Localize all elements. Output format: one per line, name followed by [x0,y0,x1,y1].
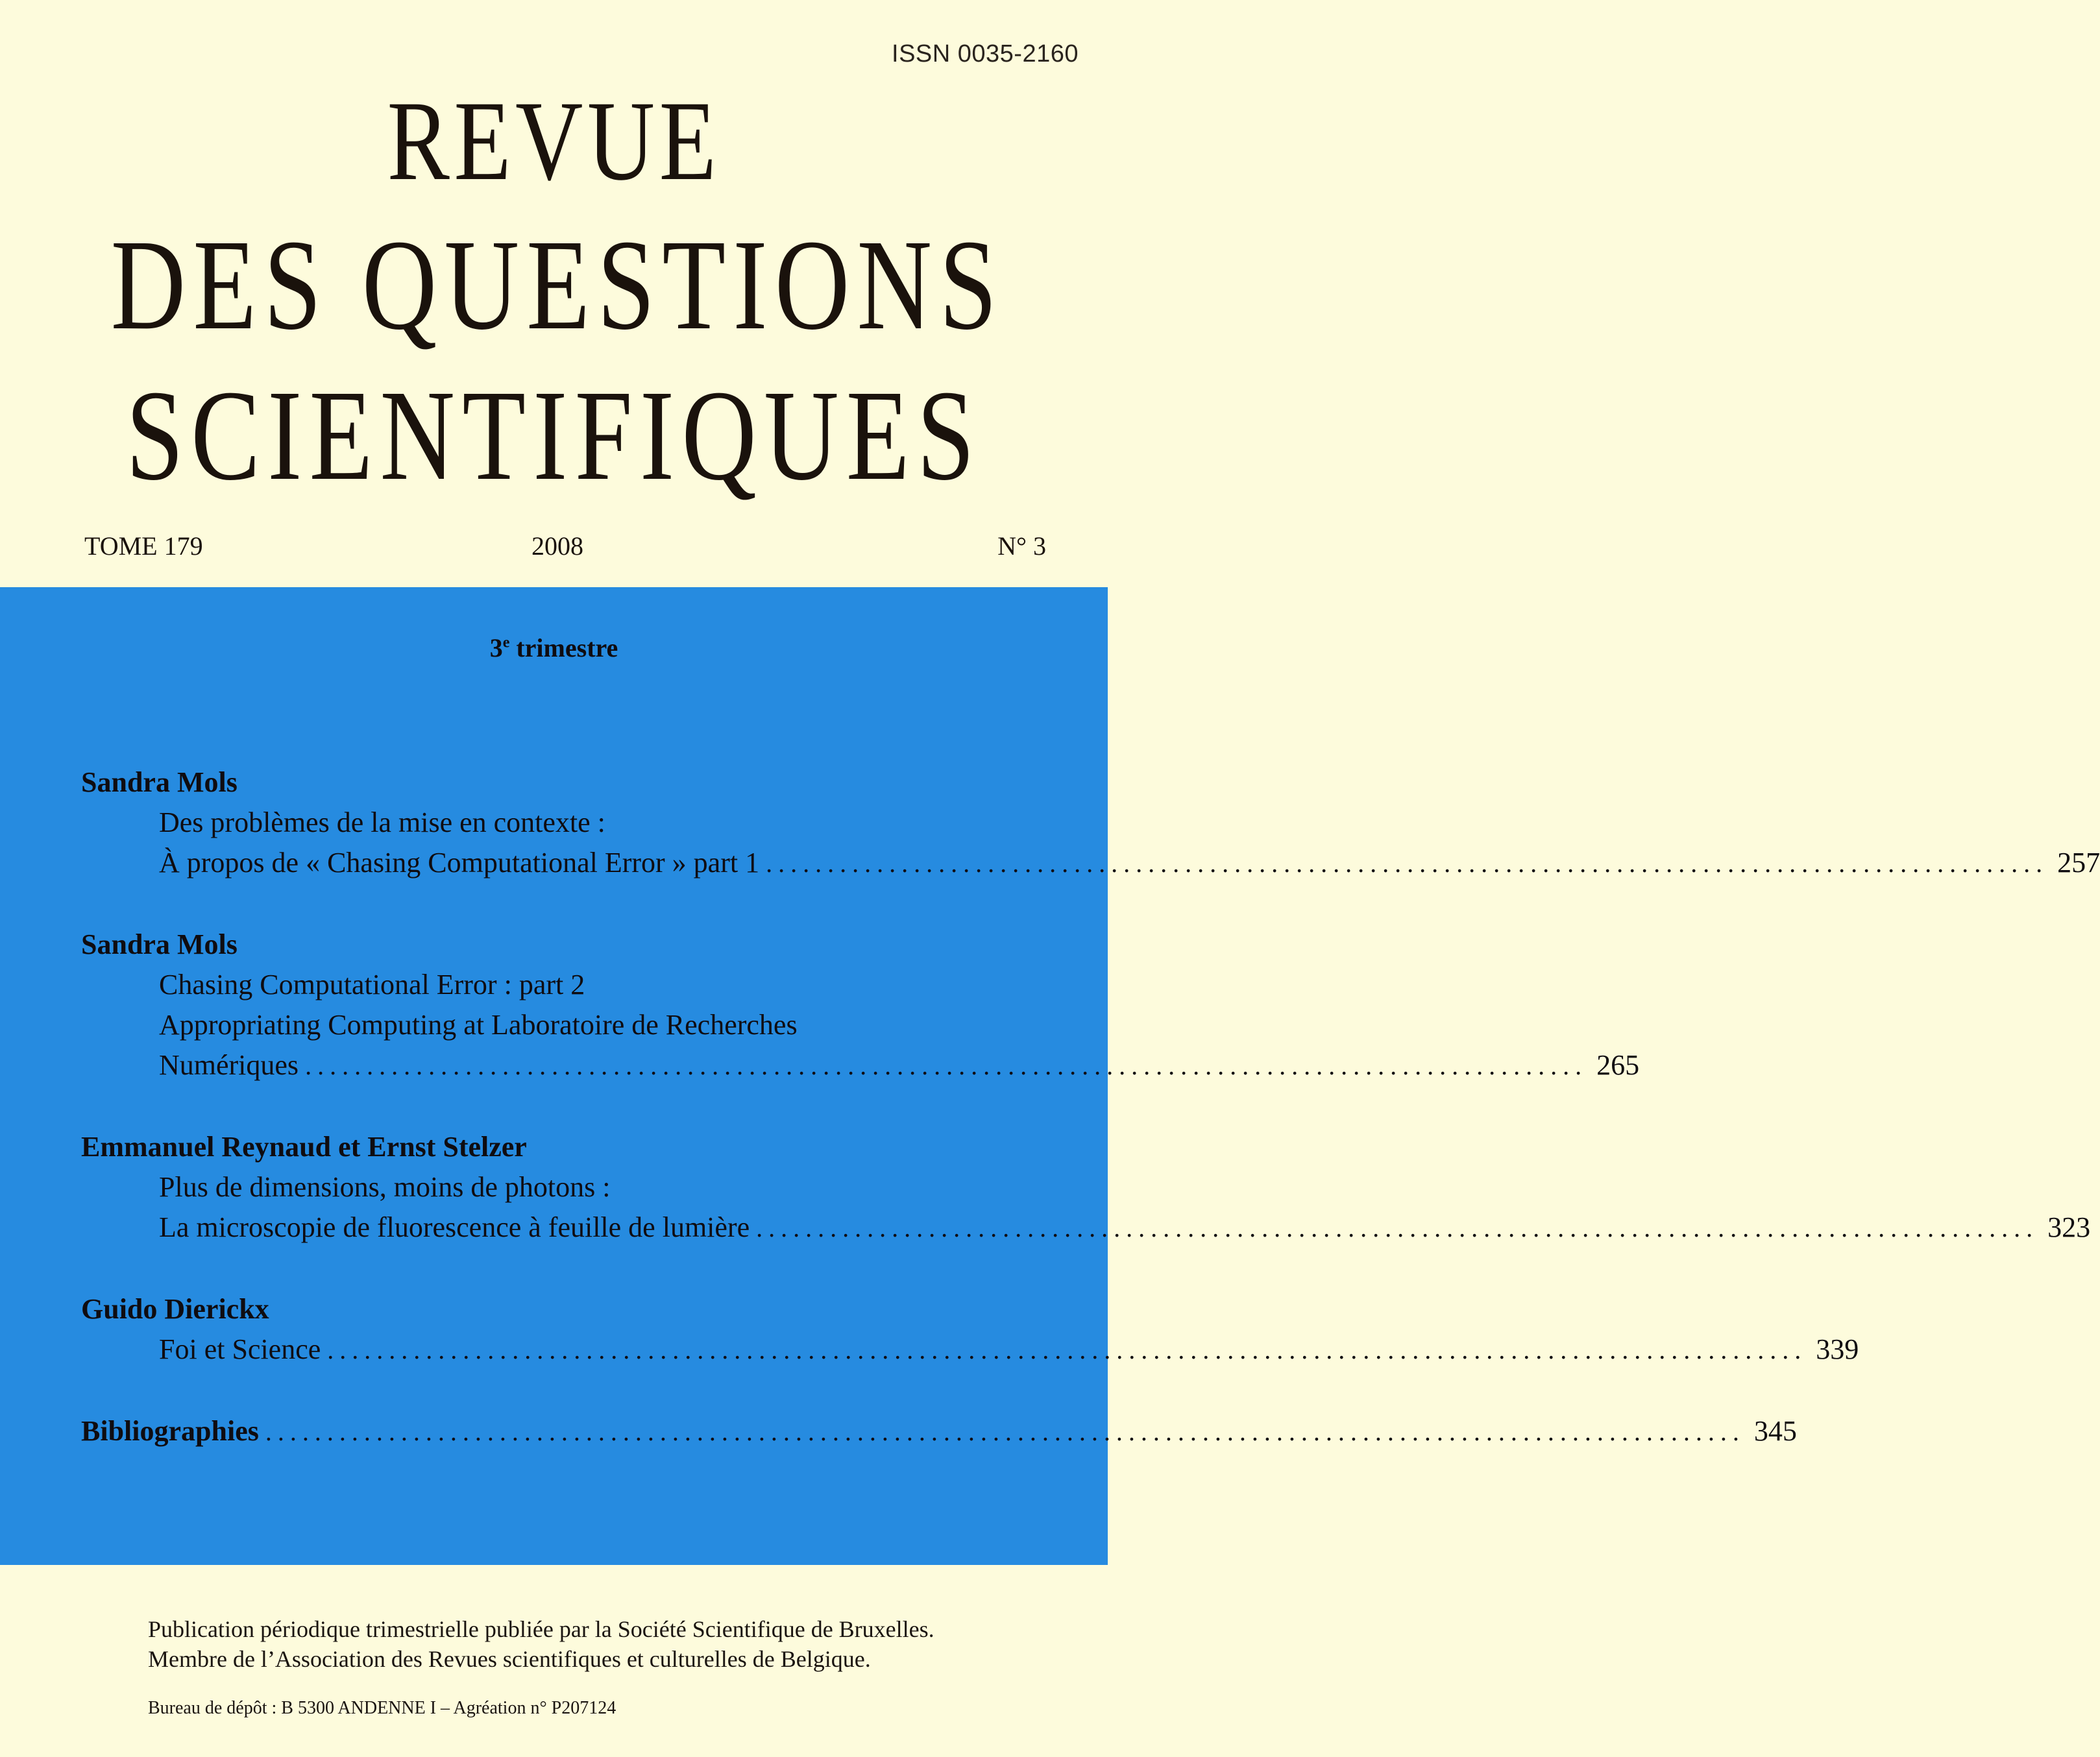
toc-title-text: À propos de « Chasing Computational Error » part 1 [159,847,760,878]
issue-meta [84,531,1046,563]
toc-title-line [159,1207,2091,1248]
issn: ISSN 0035-2160 [892,40,1079,67]
dot-leader: ........................................................................................................................ [327,1335,1807,1364]
year-label: 2008 [531,531,583,561]
trimestre-superscript: e [502,634,510,651]
toc-page-number: 323 [2047,1211,2091,1243]
journal-title-line-2: DES QUESTIONS [110,213,1005,357]
toc-entry [81,1289,1859,1365]
toc-author: Sandra Mols [81,766,238,798]
toc-title-text: Foi et Science [159,1333,321,1365]
toc-page-number: 257 [2057,847,2100,878]
toc-title-line [159,843,2100,883]
toc-entry [81,762,2100,878]
toc-page-number: 265 [1596,1049,1640,1081]
publisher-footer [148,1614,934,1723]
dot-leader: ........................................................................................................ [305,1051,1588,1080]
trimestre-heading [0,633,1108,663]
trimestre-number: 3 [489,633,503,662]
footer-line: Publication périodique trimestrielle publiée par la Société Scientifique de Bruxelles. [148,1616,934,1642]
toc-title-line: Appropriating Computing at Laboratoire de Recherches [159,1009,798,1041]
journal-title-line-1: REVUE [387,78,721,204]
dot-leader: ........................................................................................................ [756,1213,2039,1242]
toc-page-number: 339 [1816,1333,1859,1365]
bibliographies-label: Bibliographies [81,1415,259,1447]
dot-leader: ........................................................................................................................ [265,1417,1745,1446]
trimestre-label: trimestre [509,633,618,662]
tome-label: TOME 179 [84,531,203,561]
toc-title-line: Chasing Computational Error : part 2 [159,969,585,1000]
contents-band [0,587,2100,1565]
toc-author: Sandra Mols [81,928,238,960]
toc-title-line: Plus de dimensions, moins de photons : [159,1171,611,1203]
toc-author: Emmanuel Reynaud et Ernst Stelzer [81,1131,527,1163]
footer-line: Membre de l’Association des Revues scientifiques et culturelles de Belgique. [148,1646,871,1672]
toc-page-number: 345 [1753,1415,1797,1447]
issue-number: N° 3 [997,531,1046,561]
toc-title-line [159,1045,1640,1085]
toc-title-line [159,1329,1859,1370]
toc-title-line: Des problèmes de la mise en contexte : [159,806,605,838]
dot-leader: ........................................................................................................ [766,849,2049,878]
journal-title-line-3: SCIENTIFIQUES [126,364,982,507]
toc-title-text: Numériques [159,1049,299,1081]
toc-title-text: La microscopie de fluorescence à feuille de lumière [159,1211,750,1243]
toc-title-line [81,1411,1797,1451]
footer-registration: Bureau de dépôt : B 5300 ANDENNE I – Agréation n° P207124 [148,1698,617,1718]
toc-entry [81,1127,2091,1243]
toc-entry [81,925,1640,1081]
toc-author: Guido Dierickx [81,1293,269,1325]
